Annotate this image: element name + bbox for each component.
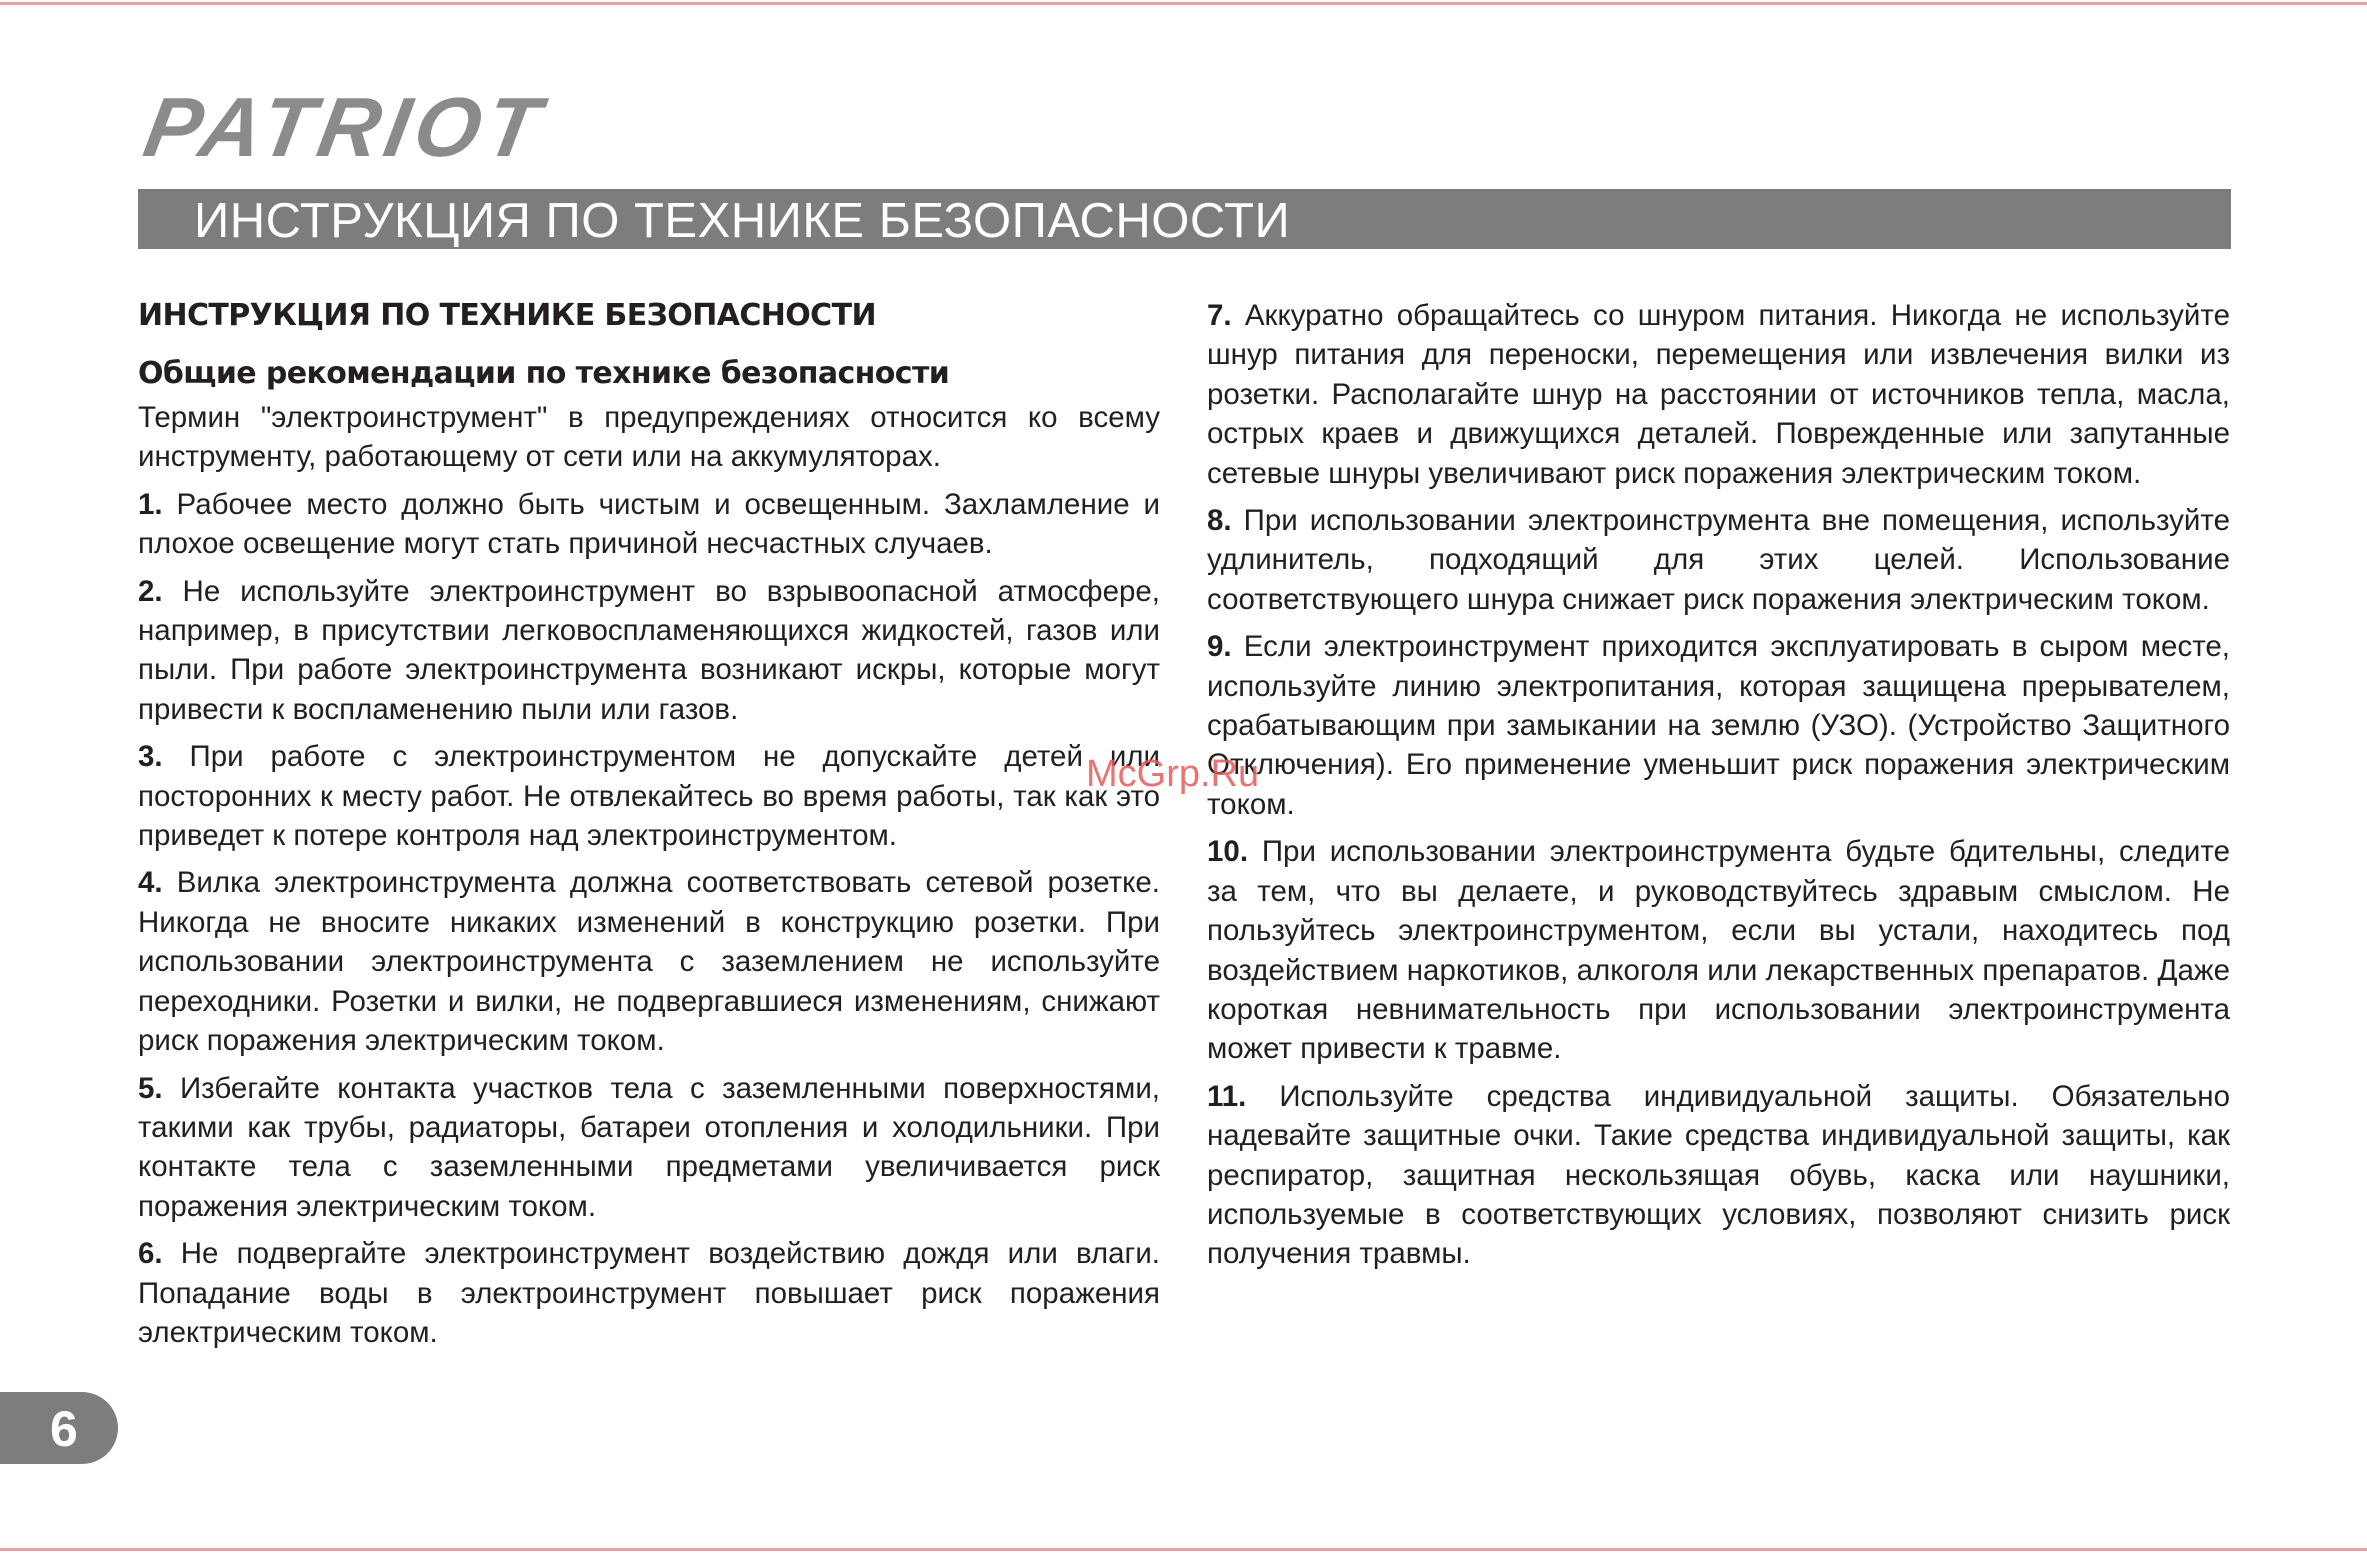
patriot-logo: PATRIOT — [137, 80, 553, 174]
safety-item-3 — [138, 737, 1160, 855]
item-number: 1. — [138, 487, 163, 521]
item-text: Используйте средства индивидуальной защиты. Обязательно надевайте защитные очки. Такие средства индивидуальной защиты, как респиратор, защитная нескользящая обувь, каска или наушники, используемые в соответствующих условиях, позволяют снизить риск получения травмы. — [1207, 1079, 2230, 1271]
section-heading: ИНСТРУКЦИЯ ПО ТЕХНИКЕ БЕЗОПАСНОСТИ — [138, 298, 876, 333]
item-text: Если электроинструмент приходится эксплуатировать в сыром месте, используйте линию электропитания, которая защищена прерывателем, срабатывающим при замыкании на землю (УЗО). (Устройство Защитного Отключения). Его применение уменьшит риск поражения электрическим током. — [1207, 630, 2230, 821]
section-banner — [138, 189, 2231, 249]
section-subheading: Общие рекомендации по технике безопасности — [138, 356, 950, 391]
item-text: Не подвергайте электроинструмент воздействию дождя или влаги. Попадание воды в электроинструмент повышает риск поражения электрическим током. — [138, 1237, 1160, 1349]
item-text: Избегайте контакта участков тела с заземленными поверхностями, такими как трубы, радиаторы, батареи отопления и холодильники. При контакте тела с заземленными предметами увеличивается риск поражения электрическим током. — [138, 1071, 1160, 1223]
safety-item-5 — [138, 1069, 1160, 1227]
intro-paragraph: Термин "электроинструмент" в предупреждениях относится ко всему инструменту, работающему от сети или на аккумуляторах. — [138, 401, 1160, 474]
item-number: 2. — [138, 574, 163, 608]
item-text: При использовании электроинструмента вне помещения, используйте удлинитель, подходящий для этих целей. Использование соответствующего шнура снижает риск поражения электрическим током. — [1207, 504, 2230, 616]
bottom-rule — [0, 1548, 2367, 1551]
item-number: 7. — [1207, 299, 1232, 332]
item-number: 6. — [138, 1237, 163, 1271]
item-number: 5. — [138, 1071, 163, 1105]
item-number: 9. — [1207, 630, 1232, 664]
page-number-tab — [0, 1392, 118, 1464]
item-text: Рабочее место должно быть чистым и освещенным. Захламление и плохое освещение могут стать причиной несчастных случаев. — [138, 487, 1160, 561]
safety-item-9 — [1207, 627, 2230, 824]
item-text: При использовании электроинструмента будьте бдительны, следите за тем, что вы делаете, и руководствуйтесь здравым смыслом. Не пользуйтесь электроинструментом, если вы устали, находитесь под воздействием наркотиков, алкоголя или лекарственных препаратов. Даже короткая невнимательность при использовании электроинструмента может привести к травме. — [1207, 835, 2230, 1066]
item-number: 10. — [1207, 835, 1249, 869]
watermark: McGrp.Ru — [1086, 753, 1260, 795]
safety-item-11 — [1207, 1077, 2230, 1274]
banner-title: ИНСТРУКЦИЯ ПО ТЕХНИКЕ БЕЗОПАСНОСТИ — [194, 194, 1291, 248]
left-column — [138, 296, 1160, 1360]
safety-item-6 — [138, 1234, 1160, 1352]
item-text: Вилка электроинструмента должна соответствовать сетевой розетке. Никогда не вносите никаких изменений в конструкцию розетки. При использовании электроинструмента с заземлением не используйте переходники. Розетки и вилки, не подвергавшиеся изменениям, снижают риск поражения электрическим током. — [138, 866, 1160, 1058]
safety-item-4 — [138, 863, 1160, 1060]
item-text: Аккуратно обращайтесь со шнуром питания. Никогда не используйте шнур питания для переноски, перемещения или извлечения вилки из розетки. Располагайте шнур на расстоянии от источников тепла, масла, острых краев и движущихся деталей. Поврежденные или запутанные сетевые шнуры увеличивают риск поражения электрическим током. — [1207, 299, 2230, 490]
safety-item-8 — [1207, 501, 2230, 619]
item-text: Не используйте электроинструмент во взрывоопасной атмосфере, например, в присутствии легковоспламеняющихся жидкостей, газов или пыли. При работе электроинструмента возникают искры, которые могут привести к воспламенению пыли или газов. — [138, 574, 1160, 726]
page-number: 6 — [50, 1401, 78, 1457]
item-number: 8. — [1207, 504, 1232, 538]
item-number: 11. — [1207, 1079, 1247, 1113]
item-number: 4. — [138, 866, 163, 900]
safety-item-1 — [138, 485, 1160, 564]
item-number: 3. — [138, 740, 163, 774]
safety-item-10 — [1207, 832, 2230, 1068]
right-column — [1207, 296, 2230, 1282]
top-rule — [0, 2, 2367, 5]
safety-item-7 — [1207, 296, 2230, 493]
safety-item-2 — [138, 572, 1160, 730]
item-text: При работе с электроинструментом не допускайте детей или посторонних к месту работ. Не отвлекайтесь во время работы, так как это приведет к потере контроля над электроинструментом. — [138, 740, 1160, 853]
